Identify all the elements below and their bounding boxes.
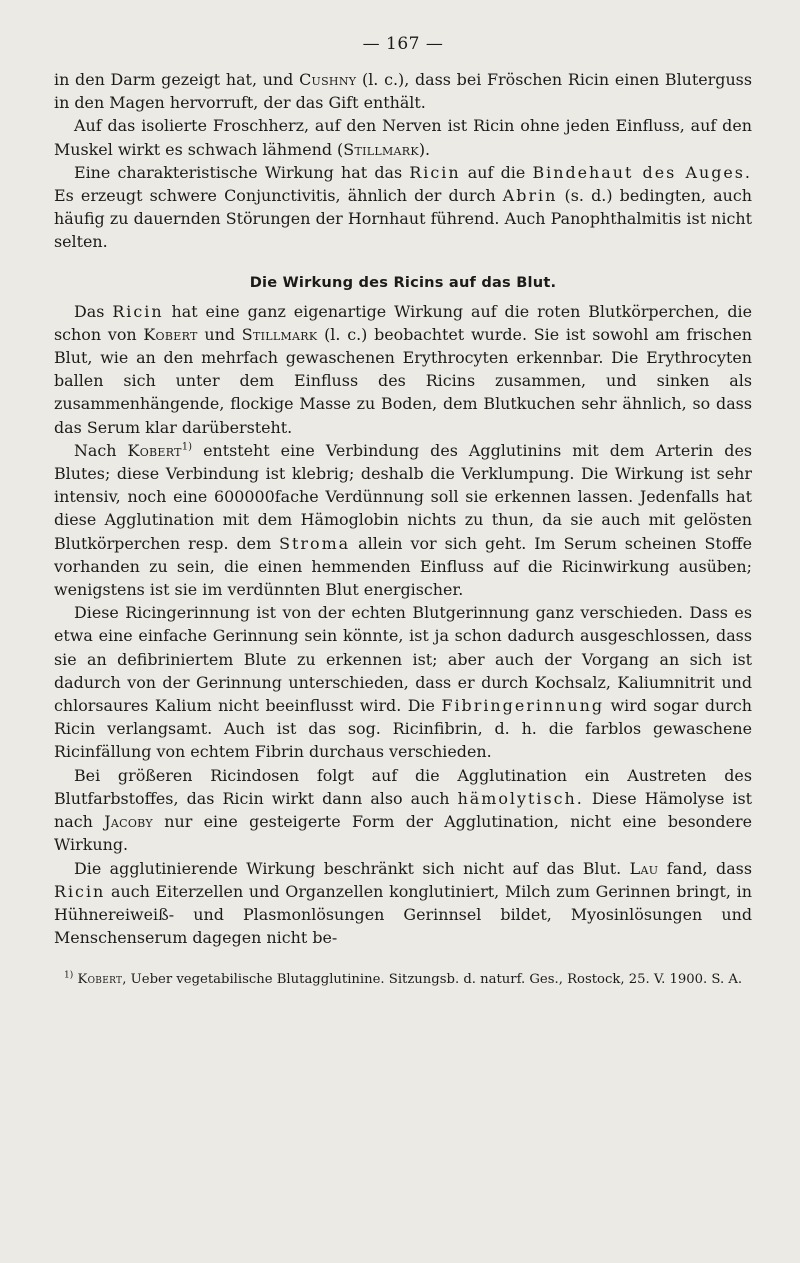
spaced-emphasis: Ricin (54, 881, 106, 901)
spaced-emphasis: Bindehaut des Auges. (532, 162, 752, 182)
spaced-emphasis: Fibringerinnung (441, 696, 605, 716)
text-segment: allein vor sich geht. Im Serum scheinen Stoffe vorhanden zu sein, die einen hemmenden Einfluss auf die Ricinwirkung ausüben; wenigstens ist sie im verdünnten Blut energischer. (54, 533, 752, 600)
text-segment: wird sogar durch Ricin verlangsamt. Auch ist das sog. Ricinfibrin, d. h. die farblos gewaschene Ricinfällung von echtem Fibrin durchaus verschieden. (54, 696, 752, 762)
text-segment: Es erzeugt schwere Conjunctivitis, ähnlich der durch (54, 186, 503, 206)
text-segment: auf die (460, 162, 533, 182)
text-segment: Das (74, 301, 113, 321)
author-name: Lau (629, 858, 659, 878)
text-segment: (l. c.), dass bei Fröschen Ricin einen Bluterguss in den Magen hervorruft, der das Gift enthält. (54, 70, 752, 113)
section-paragraph-2 (54, 439, 752, 601)
paragraph-2 (54, 114, 752, 160)
footnote (54, 971, 752, 990)
text-segment: fand, dass (658, 858, 752, 878)
section-paragraph-5 (54, 857, 752, 950)
text-segment: Auf das isolierte Froschherz, auf den Nerven ist Ricin ohne jeden Einfluss, auf den Muskel wirkt es schwach lähmend ( (54, 116, 752, 159)
footnote-text (54, 971, 752, 990)
spaced-emphasis: hämolytisch. (457, 788, 584, 808)
text-segment: hat eine ganz eigenartige Wirkung auf die roten Blutkörperchen, die schon von (54, 301, 753, 344)
text-segment: Diese Ricingerinnung ist von der echten Blutgerinnung ganz verschieden. Dass es etwa eine einfache Gerinnung sein könnte, ist ja schon dadurch ausgeschlossen, dass sie an defibriniertem Blute zu erkennen ist; aber auch der Vorgang an sich ist dadurch von der Gerinnung unterschieden, dass er durch Kochsalz, Kaliumnitrit und chlorsaures Kalium nicht beeinflusst wird. Die (54, 603, 752, 716)
text-segment: Eine charakteristische Wirkung hat das (74, 162, 410, 182)
author-name: Kobert (143, 324, 198, 344)
page-number: — 167 — (362, 34, 444, 54)
author-name: Kobert (127, 440, 182, 460)
section-paragraph-1 (54, 300, 752, 439)
spaced-emphasis: Stroma (279, 533, 351, 553)
author-name: Jacoby (104, 812, 153, 832)
section-paragraph-4 (54, 764, 752, 857)
section-text (54, 300, 752, 950)
text-segment: Diese Hämolyse ist nach (54, 788, 752, 832)
footnote-reference: 1) (181, 441, 193, 453)
text-segment: und (197, 324, 242, 344)
footnote-body (77, 972, 742, 987)
text-segment: , Ueber vegetabilische Blutagglutinine. Sitzungsb. d. naturf. Ges., Rostock, 25. V. 1900. S. A. (122, 972, 743, 988)
text-segment: (l. c.) beobachtet wurde. Sie ist sowohl am frischen Blut, wie an den mehrfach gewaschenen Erythrocyten erkennbar. Die Erythrocyten ballen sich unter dem Einfluss des Ricins zusammen, und sinken als zusammenhängende, flockige Masse zu Boden, dem Blutkuchen sehr ähnlich, so dass das Serum klar darübersteht. (54, 324, 752, 437)
text-segment: in den Darm gezeigt hat, und (54, 70, 300, 89)
spaced-emphasis: Ricin (112, 301, 164, 321)
footnote-mark: 1) (64, 970, 74, 981)
text-segment: Die agglutinierende Wirkung beschränkt sich nicht auf das Blut. (74, 858, 630, 878)
text-segment: ). (418, 139, 431, 159)
author-name: Stillmark (241, 324, 318, 344)
text-segment: Bei größeren Ricindosen folgt auf die Agglutination ein Austreten des Blutfarbstoffes, das Ricin wirkt dann also auch (54, 765, 752, 808)
text-segment: entsteht eine Verbindung des Agglutinins mit dem Arterin des Blutes; diese Verbindung ist klebrig; deshalb die Verklumpung. Die Wirkung ist sehr intensiv, noch eine 600000fache Verdünnung soll sie erkennen lassen. Jedenfalls hat diese Agglutination mit dem Hämoglobin nichts zu thun, da sie auch mit gelösten Blutkörperchen resp. dem (54, 440, 752, 553)
section-paragraph-3 (54, 601, 752, 763)
text-segment: Nach (74, 440, 128, 460)
text-segment: nur eine gesteigerte Form der Agglutination, nicht eine besondere Wirkung. (54, 812, 752, 855)
intro-text (54, 68, 752, 254)
author-name: Kobert (77, 972, 123, 988)
spaced-emphasis: Ricin (409, 162, 461, 182)
text-segment: (s. d.) bedingten, auch häufig zu dauernden Störungen der Hornhaut führend. Auch Panophthalmitis ist nicht selten. (54, 186, 753, 252)
paragraph-1 (54, 68, 752, 114)
author-name: Cushny (299, 70, 357, 89)
author-name: Stillmark (343, 139, 419, 159)
spaced-emphasis: Abrin (502, 186, 558, 206)
text-segment: auch Eiterzellen und Organzellen konglutiniert, Milch zum Gerinnen bringt, in Hühnereiweiß- und Plasmonlösungen Gerinnsel bildet, Myosinlösungen und Menschenserum dagegen nicht be- (54, 881, 752, 948)
paragraph-3 (54, 161, 752, 254)
section-heading: Die Wirkung des Ricins auf das Blut. (249, 273, 557, 291)
